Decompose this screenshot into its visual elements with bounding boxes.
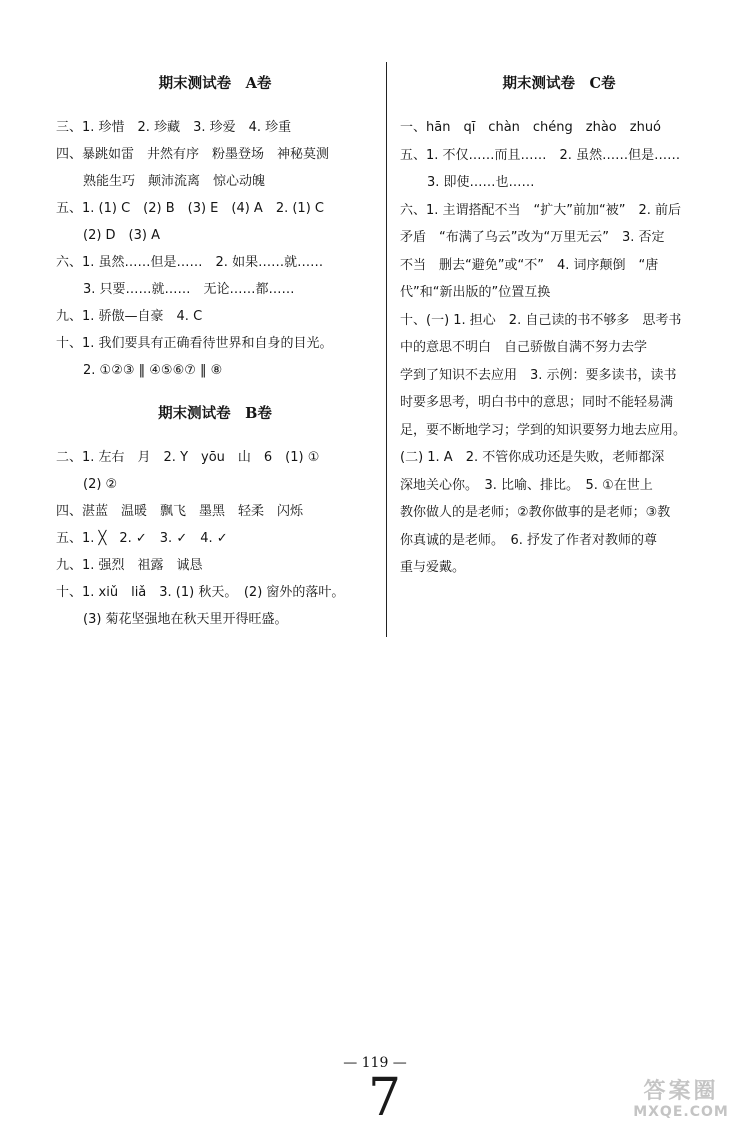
watermark-logo-text: 答案圈 <box>643 1079 719 1104</box>
answer-line: (2) D (3) A <box>83 228 160 243</box>
answer-line: 熟能生巧 颠沛流离 惊心动魄 <box>83 174 266 189</box>
answer-line: 五、1. ╳ 2. ✓ 3. ✓ 4. ✓ <box>56 531 228 546</box>
answer-line: 代”和“新出版的”位置互换 <box>400 285 551 300</box>
answer-line: 四、湛蓝 温暖 飘飞 墨黑 轻柔 闪烁 <box>56 504 304 519</box>
answer-line: 三、1. 珍惜 2. 珍藏 3. 珍爱 4. 珍重 <box>56 120 292 135</box>
answer-line: 二、1. 左右 月 2. Y yōu 山 6 (1) ① <box>56 450 320 465</box>
answer-line: 重与爱戴。 <box>400 560 466 575</box>
handwritten-mark: 7 <box>368 1068 402 1128</box>
answer-line: 矛盾 “布满了乌云”改为“万里无云” 3. 否定 <box>400 230 665 245</box>
answer-line: 十、(一) 1. 担心 2. 自己读的书不够多 思考书 <box>400 312 682 328</box>
answer-line: 3. 只要……就…… 无论……都…… <box>83 282 295 297</box>
answer-line: 学到了知识不去应用 3. 示例：要多读书，读书 <box>400 367 677 383</box>
answer-line: (二) 1. A 2. 不管你成功还是失败，老师都深 <box>400 450 665 465</box>
section-title-c: 期末测试卷 C卷 <box>502 75 616 92</box>
answer-line: 十、1. xiǔ liǎ 3. (1) 秋天。 (2) 窗外的落叶。 <box>56 585 345 600</box>
answer-line: 中的意思不明白 自己骄傲自满不努力去学 <box>400 340 648 355</box>
answer-line: 时要多思考，明白书中的意思；同时不能轻易满 <box>400 395 674 410</box>
answer-line: 2. ①②③ ‖ ④⑤⑥⑦ ‖ ⑧ <box>83 363 223 378</box>
section-title-a: 期末测试卷 A卷 <box>158 75 272 92</box>
answer-line: 3. 即使……也…… <box>427 175 535 190</box>
answer-line: 一、hān qī chàn chéng zhào zhuó <box>400 120 662 135</box>
answer-line: 九、1. 骄傲—自豪 4. C <box>56 309 203 324</box>
answer-line: 六、1. 主谓搭配不当 “扩大”前加“被” 2. 前后 <box>400 202 682 218</box>
answer-line: 五、1. 不仅……而且…… 2. 虽然……但是…… <box>400 147 681 163</box>
column-divider <box>386 62 387 637</box>
answer-line: (3) 菊花坚强地在秋天里开得旺盛。 <box>83 612 288 627</box>
page-number: — 119 — <box>343 1055 407 1071</box>
section-title-b: 期末测试卷 B卷 <box>158 405 272 422</box>
answer-line: 六、1. 虽然……但是…… 2. 如果……就…… <box>56 255 324 270</box>
left-column <box>56 62 374 633</box>
answer-line: 十、1. 我们要具有正确看待世界和自身的目光。 <box>56 336 333 351</box>
answer-line: (2) ② <box>83 477 118 492</box>
answer-line: 五、1. (1) C (2) B (3) E (4) A 2. (1) C <box>56 201 324 216</box>
answer-line: 四、暴跳如雷 井然有序 粉墨登场 神秘莫测 <box>56 147 330 162</box>
answer-line: 不当 删去“避免”或“不” 4. 词序颠倒 “唐 <box>400 257 659 273</box>
answer-line: 教你做人的是老师；②教你做事的是老师；③教 <box>400 505 671 520</box>
watermark-url: MXQE.COM <box>633 1104 729 1120</box>
answer-line: 你真诚的是老师。 6. 抒发了作者对教师的尊 <box>400 532 658 548</box>
answer-line: 足，要不断地学习；学到的知识要努力地去应用。 <box>400 422 687 438</box>
answer-line: 深地关心你。 3. 比喻、排比。 5. ①在世上 <box>400 477 653 493</box>
answer-line: 九、1. 强烈 祖露 诚恳 <box>56 558 203 573</box>
right-column <box>400 62 718 582</box>
site-watermark <box>616 1080 746 1122</box>
